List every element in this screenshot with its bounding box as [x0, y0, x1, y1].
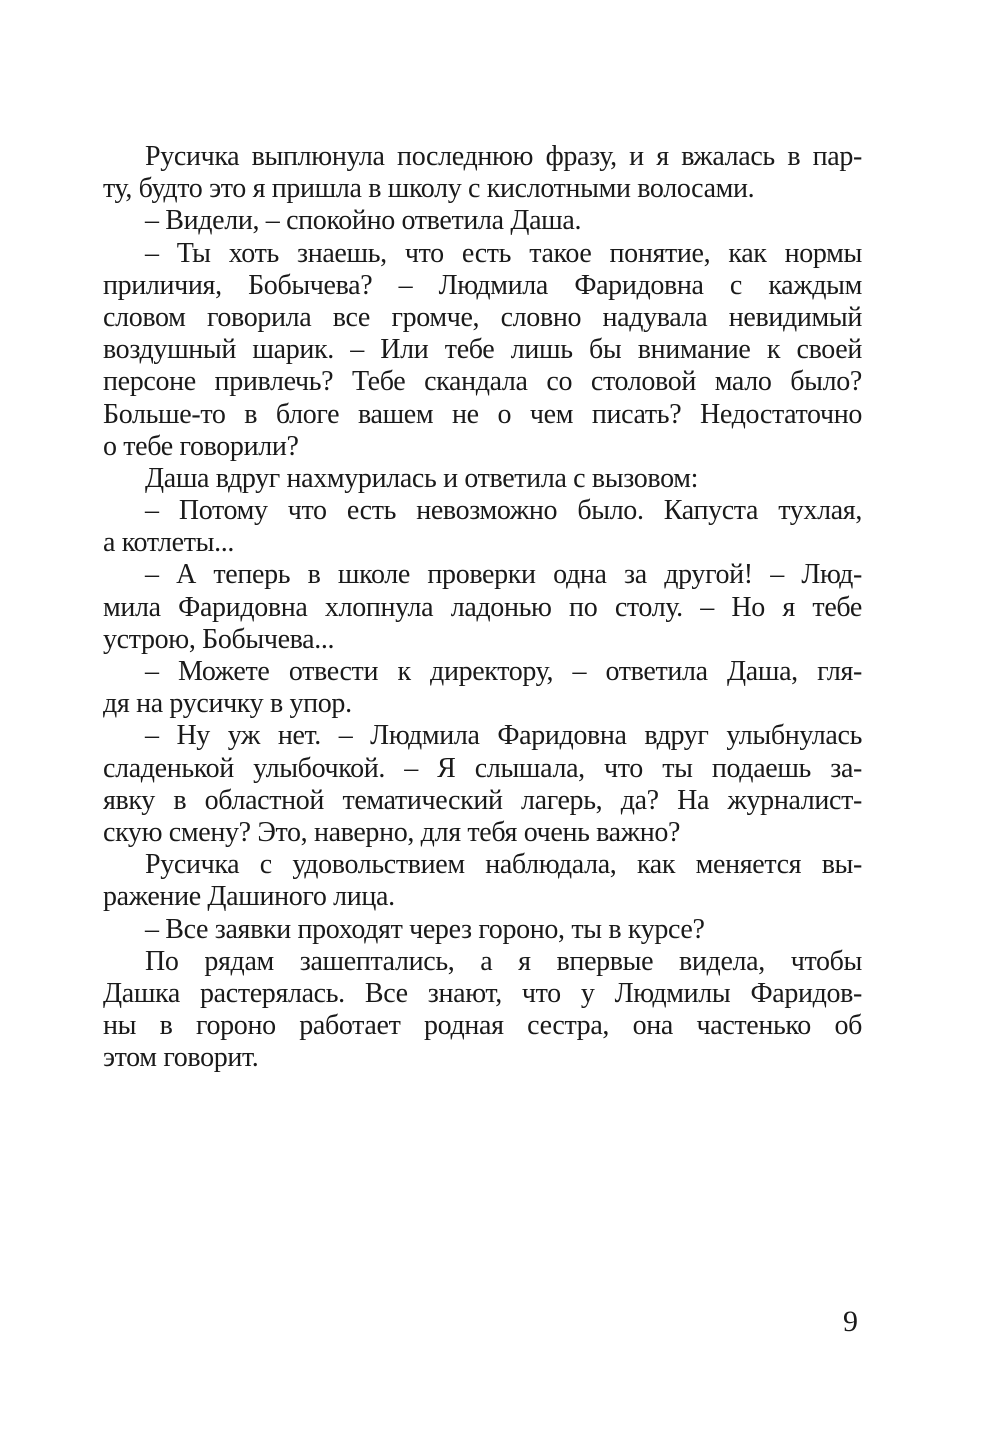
text-line: дя на русичку в упор. — [103, 688, 352, 720]
text-line: явку в областной тематический лагерь, да? На журналист- — [103, 784, 862, 816]
text-line: персоне привлечь? Тебе скандала со столовой мало было? — [103, 366, 862, 398]
text-line: – Потому что есть невозможно было. Капуста тухлая, — [145, 495, 862, 527]
text-line: воздушный шарик. – Или тебе лишь бы внимание к своей — [103, 334, 862, 366]
text-line: – Все заявки проходят через гороно, ты в курсе? — [145, 913, 705, 945]
text-line: мила Фаридовна хлопнула ладонью по столу. – Но я тебе — [103, 591, 862, 623]
text-line: о тебе говорили? — [103, 430, 299, 462]
text-line: скую смену? Это, наверно, для тебя очень важно? — [103, 816, 681, 848]
text-line: устрою, Бобычева... — [103, 623, 335, 655]
text-line: – Ну уж нет. – Людмила Фаридовна вдруг улыбнулась — [145, 720, 862, 752]
text-line: По рядам зашептались, а я впервые видела, чтобы — [145, 945, 862, 977]
text-line: Даша вдруг нахмурилась и ответила с вызовом: — [145, 462, 699, 494]
text-line: Русичка выплюнула последнюю фразу, и я вжалась в пар- — [145, 141, 862, 172]
text-line: – Можете отвести к директору, – ответила Даша, гля- — [145, 656, 862, 687]
text-line: Дашка растерялась. Все знают, что у Людмилы Фаридов- — [103, 977, 862, 1009]
page-number: 9 — [843, 1305, 858, 1338]
text-line: – Ты хоть знаешь, что есть такое понятие, как нормы — [145, 237, 862, 269]
text-line: а котлеты... — [103, 527, 235, 559]
text-line: ражение Дашиного лица. — [103, 881, 395, 913]
text-line: – А теперь в школе проверки одна за другой! – Люд- — [145, 559, 862, 591]
text-line: приличия, Бобычева? – Людмила Фаридовна с каждым — [103, 269, 862, 301]
text-line: Больше-то в блоге вашем не о чем писать? Недостаточно — [103, 398, 862, 430]
text-line: этом говорит. — [103, 1042, 259, 1074]
text-line: ту, будто это я пришла в школу с кислотными волосами. — [103, 173, 755, 205]
text-line: Русичка с удовольствием наблюдала, как меняется вы- — [145, 849, 862, 881]
text-line: сладенькой улыбочкой. – Я слышала, что ты подаешь за- — [103, 752, 862, 784]
text-line: – Видели, – спокойно ответила Даша. — [145, 205, 582, 237]
text-line: словом говорила все громче, словно надувала невидимый — [103, 301, 862, 333]
text-line: ны в гороно работает родная сестра, она частенько об — [103, 1010, 862, 1042]
body-text — [103, 141, 862, 1074]
